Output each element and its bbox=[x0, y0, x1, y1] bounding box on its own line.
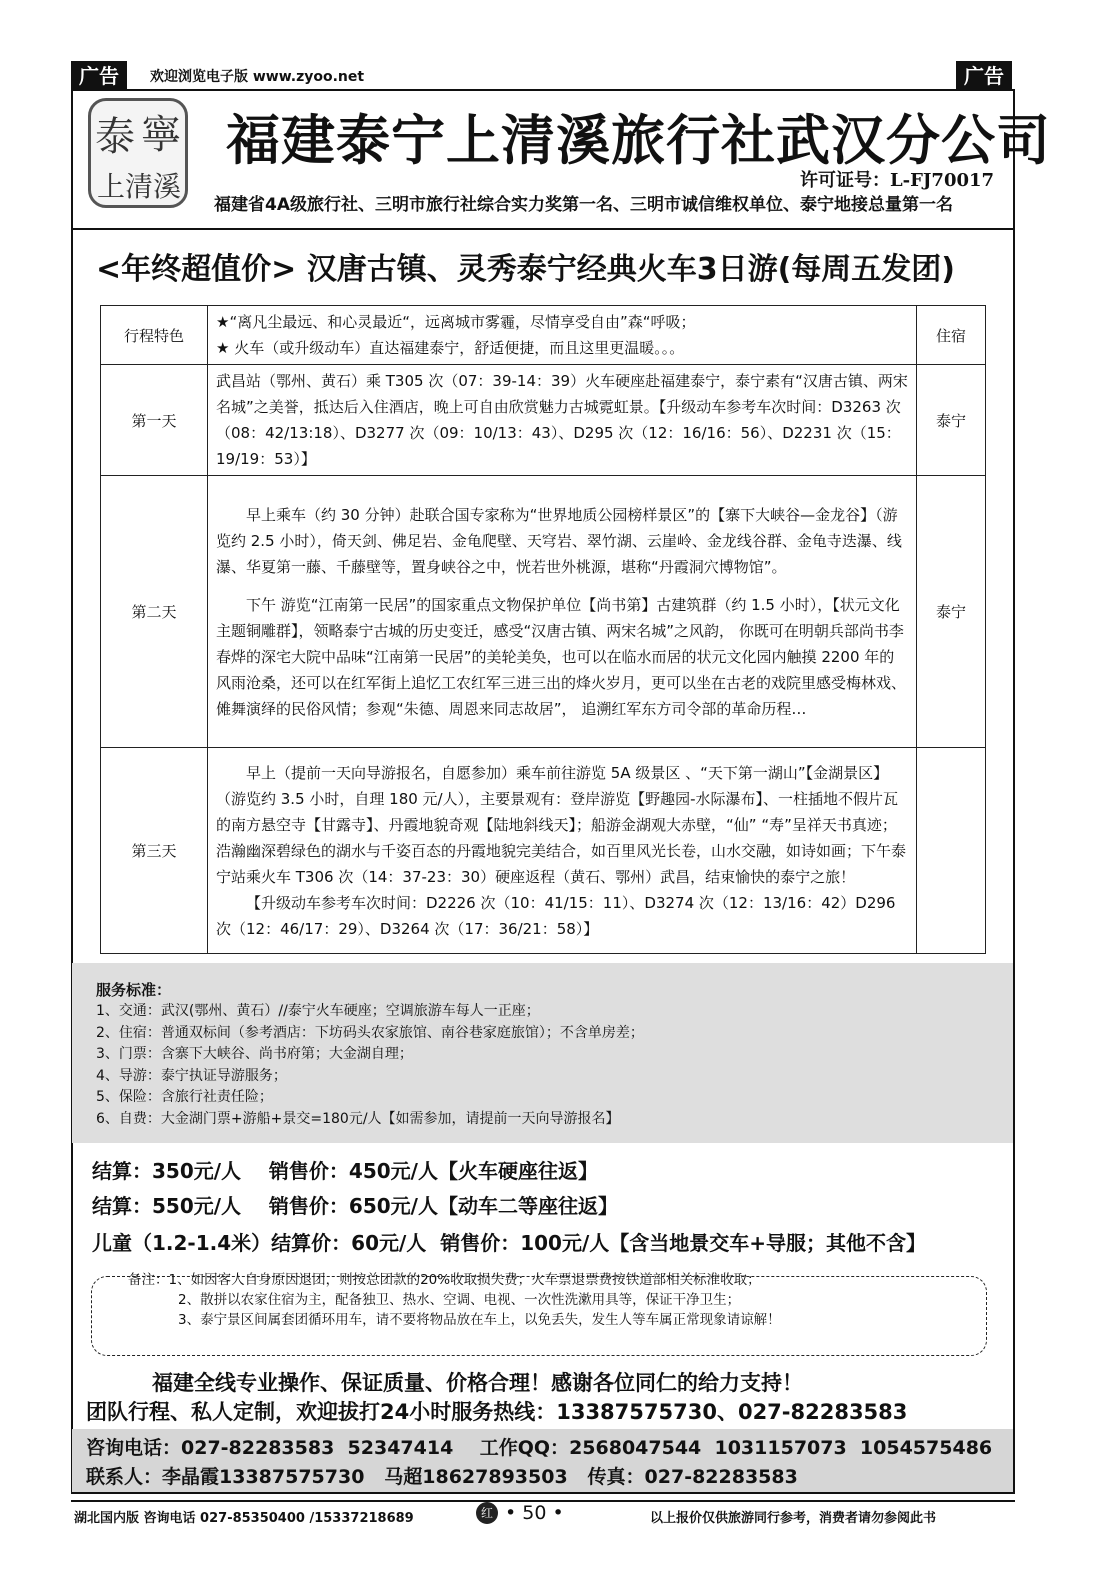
service-title: 服务标准： bbox=[96, 981, 172, 999]
notes-list bbox=[128, 1270, 781, 1330]
day2-text bbox=[208, 476, 917, 748]
company-name: 福建泰宁上清溪旅行社武汉分公司 bbox=[226, 108, 1051, 172]
price-child: 儿童（1.2-1.4米）结算价：60元/人 销售价：100元/人【含当地景交车+导服；其他不含】 bbox=[92, 1231, 927, 1255]
features-text bbox=[208, 306, 917, 365]
page-number: • 50 • bbox=[505, 1502, 564, 1524]
footer-edition: 湖北国内版 咨询电话 027-85350400 /15337218689 bbox=[74, 1511, 414, 1526]
day1-text: 武昌站（鄂州、黄石）乘 T305 次（07：39-14：39）火车硬座赴福建泰宁，泰宁素有“汉唐古镇、两宋名城”之美誉，抵达后入住酒店，晚上可自由欣赏魅力古城霓虹景。【升级动车参考车次时间：D3263 次（08：42/13:18）、D3277 次（09：10/13：43）、D295 次（12：16/16：56）、D2231 次（15：19/19：53）】 bbox=[208, 365, 917, 476]
footer-disclaimer: 以上报价仅供旅游同行参考，消费者请勿参阅此书 bbox=[650, 1511, 937, 1526]
day3-row bbox=[101, 748, 986, 954]
ad-tag-left: 广告 bbox=[71, 61, 127, 91]
features-row bbox=[101, 306, 986, 365]
day3-upgrade: 【升级动车参考车次时间：D2226 次（10：41/15：11）、D3274 次（12：13/16：42）D296 次（12：46/17：29）、D3264 次（17：36/21：58）】 bbox=[216, 893, 896, 938]
service-item: 2、住宿：普通双标间（参考酒店：下坊码头农家旅馆、南谷巷家庭旅馆）；不含单房差； bbox=[96, 1024, 644, 1041]
welcome-text: 欢迎浏览电子版 www.zyoo.net bbox=[150, 69, 365, 85]
itinerary-table bbox=[100, 305, 986, 954]
service-item: 3、门票：含寨下大峡谷、尚书府第；大金湖自理； bbox=[96, 1046, 413, 1062]
day2-stay: 泰宁 bbox=[917, 476, 986, 748]
contact-phones-qq: 咨询电话：027-82283583 52347414 工作QQ：2568047544 1031157073 1054575486 bbox=[86, 1437, 993, 1459]
note-item: 备注：1、如因客人自身原因退团，则按总团款的20%收取损失费；火车票退票费按铁道部相关标准收取； bbox=[128, 1272, 761, 1288]
day2-label: 第二天 bbox=[101, 476, 208, 748]
price-bullet-train: 结算：550元/人 销售价：650元/人【动车二等座往返】 bbox=[92, 1194, 618, 1218]
company-awards: 福建省4A级旅行社、三明市旅行社综合实力奖第一名、三明市诚信维权单位、泰宁地接总量第一名 bbox=[214, 195, 953, 215]
note-item: 3、泰宁景区间属套团循环用车，请不要将物品放在车上，以免丢失，发生人等车属正常现象请谅解！ bbox=[178, 1312, 781, 1328]
stay-header: 住宿 bbox=[917, 306, 986, 365]
day2-morning: 早上乘车（约 30 分钟）赴联合国专家称为“世界地质公园榜样景区”的【寨下大峡谷—金龙谷】（游览约 2.5 小时），倚天剑、佛足岩、金龟爬壁、天穹岩、翠竹湖、云崖岭、金龙线谷群、金龟寺迭瀑、线瀑、华夏第一藤、千藤壁等，置身峡谷之中，恍若世外桃源，堪称“丹霞洞穴博物馆”。 bbox=[216, 505, 902, 576]
day2-row bbox=[101, 476, 986, 748]
day1-stay: 泰宁 bbox=[917, 365, 986, 476]
feature-line: ★“离凡尘最远、和心灵最近“，远离城市雾霾，尽情享受自由”森“呼吸； bbox=[216, 313, 696, 331]
feature-line: ★ 火车（或升级动车）直达福建泰宁，舒适便捷，而且这里更温暖。。。 bbox=[216, 339, 685, 357]
day1-row bbox=[101, 365, 986, 476]
ad-tag-right: 广告 bbox=[956, 61, 1012, 91]
hotline: 团队行程、私人定制，欢迎拔打24小时服务热线：13387575730、027-82283583 bbox=[86, 1400, 908, 1424]
service-list bbox=[96, 1001, 644, 1130]
logo-char-tai: 泰 bbox=[95, 114, 135, 160]
service-item: 5、保险：含旅行社责任险； bbox=[96, 1089, 273, 1105]
note-item: 2、散拼以农家住宿为主，配备独卫、热水、空调、电视、一次性洗漱用具等，保证干净卫生； bbox=[178, 1292, 741, 1308]
price-train: 结算：350元/人 销售价：450元/人【火车硬座往返】 bbox=[92, 1159, 598, 1183]
service-item: 6、自费：大金湖门票+游船+景交=180元/人【如需参加，请提前一天向导游报名】 bbox=[96, 1110, 620, 1127]
day3-label: 第三天 bbox=[101, 748, 208, 954]
logo-char-shangqingxi: 上清溪 bbox=[97, 170, 182, 203]
day3-main: 早上（提前一天向导游报名，自愿参加）乘车前往游览 5A 级景区 、“天下第一湖山”【金湖景区】（游览约 3.5 小时，自理 180 元/人），主要景观有：登岸游览【野趣园-水际瀑布】、一柱插地不假片瓦的南方悬空寺【甘露寺】、丹霞地貌奇观【陆地斜线天】；船游金湖观大赤壁，“仙” “寿”呈祥天书真迹；浩瀚幽深碧绿色的湖水与千姿百态的丹霞地貌完美结合，如百里风光长卷，山水交融，如诗如画；下午泰宁站乘火车 T306 次（14：37-23：30）硬座返程（黄石、鄂州）武昌，结束愉快的泰宁之旅！ bbox=[216, 763, 907, 886]
day1-label: 第一天 bbox=[101, 365, 208, 476]
header-divider bbox=[71, 228, 1015, 230]
company-logo bbox=[88, 98, 188, 208]
features-label: 行程特色 bbox=[101, 306, 208, 365]
tour-title: <年终超值价> 汉唐古镇、灵秀泰宁经典火车3日游(每周五发团) bbox=[96, 252, 956, 287]
license-number: 许可证号：L-FJ70017 bbox=[800, 170, 995, 191]
day2-afternoon: 下午 游览“江南第一民居”的国家重点文物保护单位【尚书第】古建筑群（约 1.5 小时），【状元文化主题铜雕群】，领略泰宁古城的历史变迁，感受“汉唐古镇、两宋名城”之风韵， 你既可在明朝兵部尚书李春烨的深宅大院中品味“江南第一民居”的美轮美奂，也可以在临水而居的状元文化园内触摸 2200 年的风雨沧桑，还可以在红军街上追忆工农红军三进三出的烽火岁月，更可以坐在古老的戏院里感受梅林戏、傩舞演绎的民俗风情；参观“朱德、周恩来同志故居”， 追溯红军东方司令部的革命历程… bbox=[216, 595, 907, 718]
contact-persons-fax: 联系人：李晶霞13387575730 马超18627893503 传真：027-82283583 bbox=[86, 1466, 798, 1488]
red-mark-icon: 红 bbox=[476, 1502, 498, 1524]
day3-text bbox=[208, 748, 917, 954]
logo-char-ning: 寧 bbox=[141, 112, 181, 158]
service-item: 1、交通：武汉(鄂州、黄石）//泰宁火车硬座；空调旅游车每人一正座； bbox=[96, 1003, 540, 1019]
day3-stay bbox=[917, 748, 986, 954]
slogan: 福建全线专业操作、保证质量、价格合理！感谢各位同仁的给力支持！ bbox=[152, 1371, 803, 1395]
service-item: 4、导游：泰宁执证导游服务； bbox=[96, 1067, 287, 1084]
